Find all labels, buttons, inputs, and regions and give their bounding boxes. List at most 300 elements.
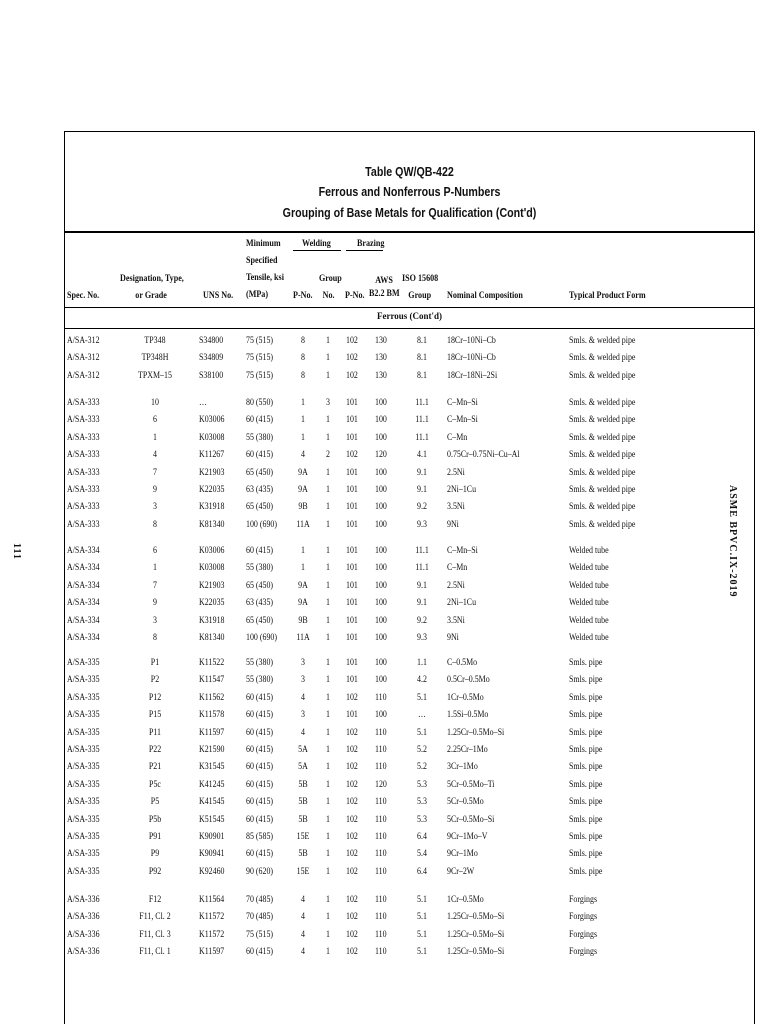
iso-group-cell: 9.3 (417, 632, 427, 642)
designation-cell: P92 (148, 865, 162, 876)
table-row (65, 891, 754, 908)
iso-group-cell: 8.1 (417, 352, 427, 363)
uns-no-cell: K21903 (199, 466, 225, 477)
tensile-cell: 55 (380) (246, 431, 274, 442)
group-no-cell: 1 (326, 691, 330, 702)
spec-no-cell: A/SA-335 (67, 674, 100, 685)
uns-no-cell: K92460 (199, 865, 225, 876)
group-no-cell: 1 (326, 928, 330, 939)
spec-no-cell: A/SA-335 (67, 657, 100, 667)
table-row (65, 594, 754, 611)
designation-cell: P12 (148, 691, 162, 702)
iso-group-cell: 5.2 (417, 761, 427, 772)
nominal-composition-cell: 5Cr–0.5Mo–Ti (447, 778, 495, 789)
spec-no-cell: A/SA-333 (67, 466, 100, 477)
pno-cell: 15E (296, 831, 310, 841)
nominal-composition-cell: 2.5Ni (447, 466, 465, 477)
designation-cell: TP348 (144, 335, 166, 345)
spec-no-cell: A/SA-335 (67, 848, 100, 859)
product-form-cell: Welded tube (569, 632, 609, 642)
spec-no-cell: A/SA-333 (67, 431, 100, 442)
designation-cell: P9 (150, 848, 160, 859)
group-no-cell: 1 (326, 894, 330, 904)
designation-cell: P1 (150, 657, 160, 667)
tensile-cell: 55 (380) (246, 674, 274, 685)
iso-group-cell: 11.1 (415, 431, 429, 442)
product-form-cell: Welded tube (569, 597, 609, 608)
iso-group-cell: 8.1 (417, 335, 427, 345)
designation-cell: P15 (148, 709, 162, 720)
nominal-composition-cell: 2Ni–1Cu (447, 597, 477, 608)
brazing-pno-cell: 102 (346, 778, 358, 789)
tensile-cell: 65 (450) (246, 466, 274, 477)
uns-no-cell: K03008 (199, 431, 225, 442)
tensile-cell: 63 (435) (246, 597, 274, 608)
product-form-cell: Smls. & welded pipe (569, 431, 636, 442)
product-form-cell: Forgings (569, 894, 598, 904)
product-form-cell: Smls. & welded pipe (569, 466, 636, 477)
nominal-composition-cell: C–Mn (447, 431, 468, 442)
nominal-composition-cell: 1.25Cr–0.5Mo–Si (447, 928, 505, 939)
nominal-composition-cell: 2.25Cr–1Mo (447, 744, 488, 754)
brazing-pno-cell: 101 (346, 431, 358, 442)
spec-no-cell: A/SA-335 (67, 778, 100, 789)
aws-cell: 110 (375, 831, 387, 841)
page-number: 111 (11, 543, 22, 560)
table-row (65, 671, 754, 688)
aws-cell: 110 (375, 813, 387, 824)
product-form-cell: Welded tube (569, 614, 609, 625)
group-no-cell: 1 (326, 657, 330, 667)
iso-group-cell: 5.1 (417, 946, 427, 957)
group-no-cell: 1 (326, 501, 330, 512)
tensile-cell: 60 (415) (246, 796, 274, 807)
aws-cell: 100 (375, 397, 387, 407)
spec-no-header: Spec. No. (67, 290, 100, 300)
spec-no-cell: A/SA-334 (67, 614, 100, 625)
tensile-cell: 100 (690) (246, 632, 278, 642)
product-form-cell: Smls. pipe (569, 674, 603, 685)
spec-no-cell: A/SA-333 (67, 449, 100, 460)
nominal-composition-cell: 9Cr–1Mo–V (447, 831, 488, 841)
tensile-cell: 60 (415) (246, 946, 274, 957)
aws-cell: 100 (375, 466, 387, 477)
tensile-cell: 60 (415) (246, 744, 274, 754)
pno-cell: 1 (301, 545, 305, 555)
group-no-cell: 1 (326, 778, 330, 789)
designation-cell: 6 (153, 545, 157, 555)
table-row (65, 612, 754, 629)
aws-cell: 100 (375, 597, 387, 608)
designation-cell: 7 (153, 466, 157, 477)
pno-cell: 9A (298, 579, 308, 590)
aws-cell: 110 (375, 946, 387, 957)
product-form-cell: Smls. pipe (569, 691, 603, 702)
iso-group-cell: 5.1 (417, 911, 427, 922)
pno-header: P-No. (293, 290, 313, 300)
brazing-pno-cell: 101 (346, 545, 358, 555)
designation-cell: 8 (153, 518, 157, 529)
uns-no-cell: K90941 (199, 848, 225, 859)
tensile-cell: 60 (415) (246, 848, 274, 859)
spec-no-cell: A/SA-335 (67, 744, 100, 754)
header-bottom-rule (65, 307, 754, 308)
iso-group-cell: 1.1 (417, 657, 427, 667)
nominal-composition-cell: 5Cr–0.5Mo–Si (447, 813, 495, 824)
uns-no-cell: K03006 (199, 414, 225, 425)
brazing-header: Brazing (357, 238, 385, 248)
table-row (65, 446, 754, 463)
iso-group-cell: 6.4 (417, 865, 427, 876)
brazing-pno-cell: 102 (346, 796, 358, 807)
spec-no-cell: A/SA-335 (67, 726, 100, 737)
aws-cell: 120 (375, 449, 387, 460)
spec-no-cell: A/SA-333 (67, 518, 100, 529)
iso-group-cell: 5.1 (417, 726, 427, 737)
tensile-cell: 75 (515) (246, 335, 274, 345)
table-frame (64, 131, 755, 1024)
group-no-cell: 1 (326, 865, 330, 876)
aws-cell: 130 (375, 335, 387, 345)
title-line-3: Grouping of Base Metals for Qualification (Cont'd) (282, 205, 537, 220)
group-no-cell: 1 (326, 744, 330, 754)
nominal-composition-cell: 18Cr–10Ni–Cb (447, 335, 496, 345)
brazing-rule (346, 250, 383, 251)
uns-no-cell: K22035 (199, 484, 225, 494)
brazing-pno-cell: 101 (346, 657, 358, 667)
aws-cell: 100 (375, 501, 387, 512)
tensile-cell: 63 (435) (246, 484, 274, 494)
designation-cell: 10 (151, 397, 159, 407)
spec-no-cell: A/SA-312 (67, 369, 100, 380)
table-row (65, 654, 754, 671)
spec-no-cell: A/SA-333 (67, 414, 100, 425)
spec-no-cell: A/SA-333 (67, 484, 100, 494)
group-no-cell: 3 (326, 397, 330, 407)
pno-cell: 3 (301, 709, 305, 720)
brazing-pno-header: P-No. (345, 290, 365, 300)
iso-group-cell: 5.1 (417, 894, 427, 904)
uns-no-cell: K31545 (199, 761, 225, 772)
product-form-cell: Welded tube (569, 545, 609, 555)
group-no-cell: 1 (326, 813, 330, 824)
min-tensile-header: Minimum Specified Tensile, ksi (MPa) (246, 238, 284, 299)
brazing-pno-cell: 101 (346, 597, 358, 608)
iso-group-cell: 4.2 (417, 674, 427, 685)
pno-cell: 1 (301, 414, 305, 425)
uns-no-cell: K21590 (199, 744, 225, 754)
uns-no-cell: K81340 (199, 518, 225, 529)
aws-cell: 100 (375, 545, 387, 555)
spec-no-cell: A/SA-334 (67, 597, 100, 608)
tensile-cell: 60 (415) (246, 778, 274, 789)
iso-group-cell: 9.1 (417, 466, 427, 477)
designation-cell: P5c (149, 778, 161, 789)
aws-cell: 110 (375, 848, 387, 859)
brazing-pno-cell: 102 (346, 946, 358, 957)
brazing-pno-cell: 102 (346, 813, 358, 824)
brazing-pno-cell: 102 (346, 894, 358, 904)
group-no-cell: 1 (326, 545, 330, 555)
product-form-cell: Forgings (569, 928, 598, 939)
table-row (65, 943, 754, 960)
nominal-composition-cell: 3Cr–1Mo (447, 761, 478, 772)
product-form-cell: Smls. & welded pipe (569, 335, 636, 345)
brazing-pno-cell: 101 (346, 518, 358, 529)
uns-no-cell: K31918 (199, 501, 225, 512)
spec-no-cell: A/SA-312 (67, 335, 100, 345)
nominal-composition-cell: 1.25Cr–0.5Mo–Si (447, 726, 505, 737)
pno-cell: 9A (298, 597, 308, 608)
iso-group-cell: 6.4 (417, 831, 427, 841)
aws-cell: 100 (375, 632, 387, 642)
brazing-pno-cell: 101 (346, 579, 358, 590)
aws-cell: 130 (375, 352, 387, 363)
product-form-cell: Smls. & welded pipe (569, 369, 636, 380)
pno-cell: 4 (301, 894, 305, 904)
uns-no-cell: K11267 (199, 449, 225, 460)
nominal-composition-cell: 9Cr–2W (447, 865, 475, 876)
uns-no-cell: K03006 (199, 545, 225, 555)
designation-cell: 9 (153, 597, 157, 608)
iso-group-cell: 4.1 (417, 449, 427, 460)
designation-cell: P5b (148, 813, 162, 824)
designation-cell: P11 (148, 726, 162, 737)
pno-cell: 1 (301, 562, 305, 573)
tensile-cell: 70 (485) (246, 911, 274, 922)
tensile-cell: 60 (415) (246, 545, 274, 555)
spec-no-cell: A/SA-336 (67, 911, 100, 922)
designation-cell: 1 (153, 562, 157, 573)
pno-cell: 15E (296, 865, 310, 876)
iso-group-cell: 9.2 (417, 614, 427, 625)
pno-cell: 4 (301, 449, 305, 460)
brazing-pno-cell: 102 (346, 831, 358, 841)
pno-cell: 5A (298, 761, 308, 772)
aws-cell: 100 (375, 579, 387, 590)
uns-no-cell: K41245 (199, 778, 225, 789)
brazing-pno-cell: 102 (346, 449, 358, 460)
pno-cell: 5A (298, 744, 308, 754)
spec-no-cell: A/SA-334 (67, 579, 100, 590)
spec-no-cell: A/SA-335 (67, 709, 100, 720)
table-row (65, 863, 754, 880)
tensile-cell: 60 (415) (246, 761, 274, 772)
spec-no-cell: A/SA-335 (67, 813, 100, 824)
product-form-cell: Smls. pipe (569, 796, 603, 807)
tensile-cell: 60 (415) (246, 709, 274, 720)
pno-cell: 4 (301, 691, 305, 702)
aws-cell: 100 (375, 674, 387, 685)
pno-cell: 3 (301, 657, 305, 667)
group-no-cell: 1 (326, 562, 330, 573)
spec-no-cell: A/SA-335 (67, 865, 100, 876)
uns-no-cell: S34809 (199, 352, 224, 363)
tensile-cell: 60 (415) (246, 691, 274, 702)
aws-cell: 110 (375, 928, 387, 939)
uns-no-cell: K11578 (199, 709, 225, 720)
aws-cell: 100 (375, 484, 387, 494)
designation-cell: 3 (153, 501, 157, 512)
designation-cell: 7 (153, 579, 157, 590)
product-form-cell: Smls. & welded pipe (569, 449, 636, 460)
brazing-pno-cell: 101 (346, 414, 358, 425)
product-form-cell: Smls. pipe (569, 709, 603, 720)
uns-no-cell: K81340 (199, 632, 225, 642)
group-no-cell: 1 (326, 831, 330, 841)
title-line-1: Table QW/QB-422 (365, 164, 454, 179)
product-form-cell: Smls. pipe (569, 813, 603, 824)
uns-header: UNS No. (203, 290, 234, 300)
group-no-cell: 1 (326, 946, 330, 957)
nominal-composition-cell: 3.5Ni (447, 614, 465, 625)
aws-cell: 110 (375, 911, 387, 922)
uns-no-cell: … (199, 397, 207, 407)
pno-cell: 11A (296, 632, 310, 642)
spec-no-cell: A/SA-335 (67, 691, 100, 702)
table-row (65, 926, 754, 943)
uns-no-cell: K03008 (199, 562, 225, 573)
group-no-cell: 1 (326, 761, 330, 772)
aws-cell: 100 (375, 657, 387, 667)
group-no-cell: 1 (326, 466, 330, 477)
group-no-cell: 1 (326, 369, 330, 380)
tensile-cell: 65 (450) (246, 501, 274, 512)
group-no-cell: 2 (326, 449, 330, 460)
aws-cell: 130 (375, 369, 387, 380)
pno-cell: 4 (301, 911, 305, 922)
aws-cell: 100 (375, 709, 387, 720)
brazing-pno-cell: 102 (346, 369, 358, 380)
group-no-cell: 1 (326, 431, 330, 442)
pno-cell: 9A (298, 484, 308, 494)
pno-cell: 5B (298, 796, 308, 807)
side-label: ASME BPVC.IX-2019 (727, 485, 738, 598)
brazing-pno-cell: 102 (346, 848, 358, 859)
aws-cell: 110 (375, 761, 387, 772)
product-form-cell: Smls. pipe (569, 657, 603, 667)
group-no-cell: 1 (326, 518, 330, 529)
uns-no-cell: K21903 (199, 579, 225, 590)
uns-no-cell: K22035 (199, 597, 225, 608)
iso-group-cell: … (418, 709, 426, 720)
group-no-cell: 1 (326, 911, 330, 922)
spec-no-cell: A/SA-335 (67, 761, 100, 772)
product-form-cell: Smls. pipe (569, 778, 603, 789)
pno-cell: 11A (296, 518, 310, 529)
iso-group-cell: 11.1 (415, 414, 429, 425)
uns-no-cell: K11572 (199, 928, 225, 939)
product-form-cell: Smls. & welded pipe (569, 501, 636, 512)
table-row (65, 689, 754, 706)
table-row (65, 758, 754, 775)
aws-cell: 120 (375, 778, 387, 789)
iso-group-cell: 9.1 (417, 597, 427, 608)
table-row (65, 542, 754, 559)
product-form-cell: Smls. pipe (569, 744, 603, 754)
product-form-cell: Smls. & welded pipe (569, 397, 636, 407)
pno-cell: 9B (298, 501, 308, 512)
section-label: Ferrous (Cont'd) (376, 311, 443, 321)
pno-cell: 9B (298, 614, 308, 625)
product-form-cell: Smls. & welded pipe (569, 352, 636, 363)
product-form-cell: Forgings (569, 911, 598, 922)
tensile-cell: 90 (620) (246, 865, 274, 876)
spec-no-cell: A/SA-334 (67, 562, 100, 573)
product-form-cell: Forgings (569, 946, 598, 957)
nominal-composition-cell: 2.5Ni (447, 579, 465, 590)
aws-header: AWS B2.2 BM (369, 275, 400, 298)
product-form-cell: Smls. pipe (569, 865, 603, 876)
tensile-cell: 60 (415) (246, 813, 274, 824)
pno-cell: 4 (301, 928, 305, 939)
tensile-cell: 60 (415) (246, 726, 274, 737)
nominal-composition-cell: 18Cr–18Ni–2Si (447, 369, 498, 380)
aws-cell: 100 (375, 562, 387, 573)
pno-cell: 8 (301, 335, 305, 345)
group-no-cell: 1 (326, 848, 330, 859)
table-row (65, 349, 754, 366)
tensile-cell: 70 (485) (246, 894, 274, 904)
pno-cell: 4 (301, 726, 305, 737)
welding-rule (293, 250, 341, 251)
spec-no-cell: A/SA-336 (67, 894, 100, 904)
welding-header: Welding (302, 238, 331, 248)
tensile-cell: 100 (690) (246, 518, 278, 529)
iso-group-cell: 5.2 (417, 744, 427, 754)
brazing-pno-cell: 101 (346, 484, 358, 494)
brazing-pno-cell: 101 (346, 397, 358, 407)
nominal-composition-cell: 1Cr–0.5Mo (447, 691, 484, 702)
table-row (65, 498, 754, 515)
table-row (65, 629, 754, 646)
designation-cell: TPXM–15 (138, 369, 172, 380)
designation-cell: F11, Cl. 1 (139, 946, 171, 957)
aws-cell: 110 (375, 796, 387, 807)
table-row (65, 724, 754, 741)
nominal-composition-cell: C–Mn–Si (447, 414, 478, 425)
tensile-cell: 60 (415) (246, 414, 274, 425)
spec-no-cell: A/SA-336 (67, 946, 100, 957)
nominal-composition-cell: 5Cr–0.5Mo (447, 796, 484, 807)
pno-cell: 8 (301, 369, 305, 380)
group-no-cell: 1 (326, 632, 330, 642)
iso-group-cell: 5.1 (417, 691, 427, 702)
pno-cell: 4 (301, 946, 305, 957)
table-row (65, 464, 754, 481)
designation-cell: 1 (153, 431, 157, 442)
nominal-composition-cell: 9Ni (447, 518, 459, 529)
aws-cell: 110 (375, 691, 387, 702)
group-no-cell: 1 (326, 414, 330, 425)
product-form-cell: Welded tube (569, 562, 609, 573)
table-row (65, 559, 754, 576)
header-top-rule (65, 231, 754, 233)
iso-group-cell: 5.1 (417, 928, 427, 939)
table-row (65, 577, 754, 594)
iso-group-cell: 8.1 (417, 369, 427, 380)
group-no-header: Group No. (319, 273, 342, 300)
product-form-cell: Smls. pipe (569, 761, 603, 772)
nominal-composition-cell: 0.5Cr–0.5Mo (447, 674, 490, 685)
nominal-composition-cell: C–0.5Mo (447, 657, 478, 667)
nominal-composition-cell: C–Mn–Si (447, 397, 478, 407)
nominal-composition-cell: 1.5Si–0.5Mo (447, 709, 489, 720)
uns-no-cell: K11562 (199, 691, 225, 702)
brazing-pno-cell: 102 (346, 335, 358, 345)
table-row (65, 793, 754, 810)
nominal-composition-header: Nominal Composition (447, 290, 523, 300)
